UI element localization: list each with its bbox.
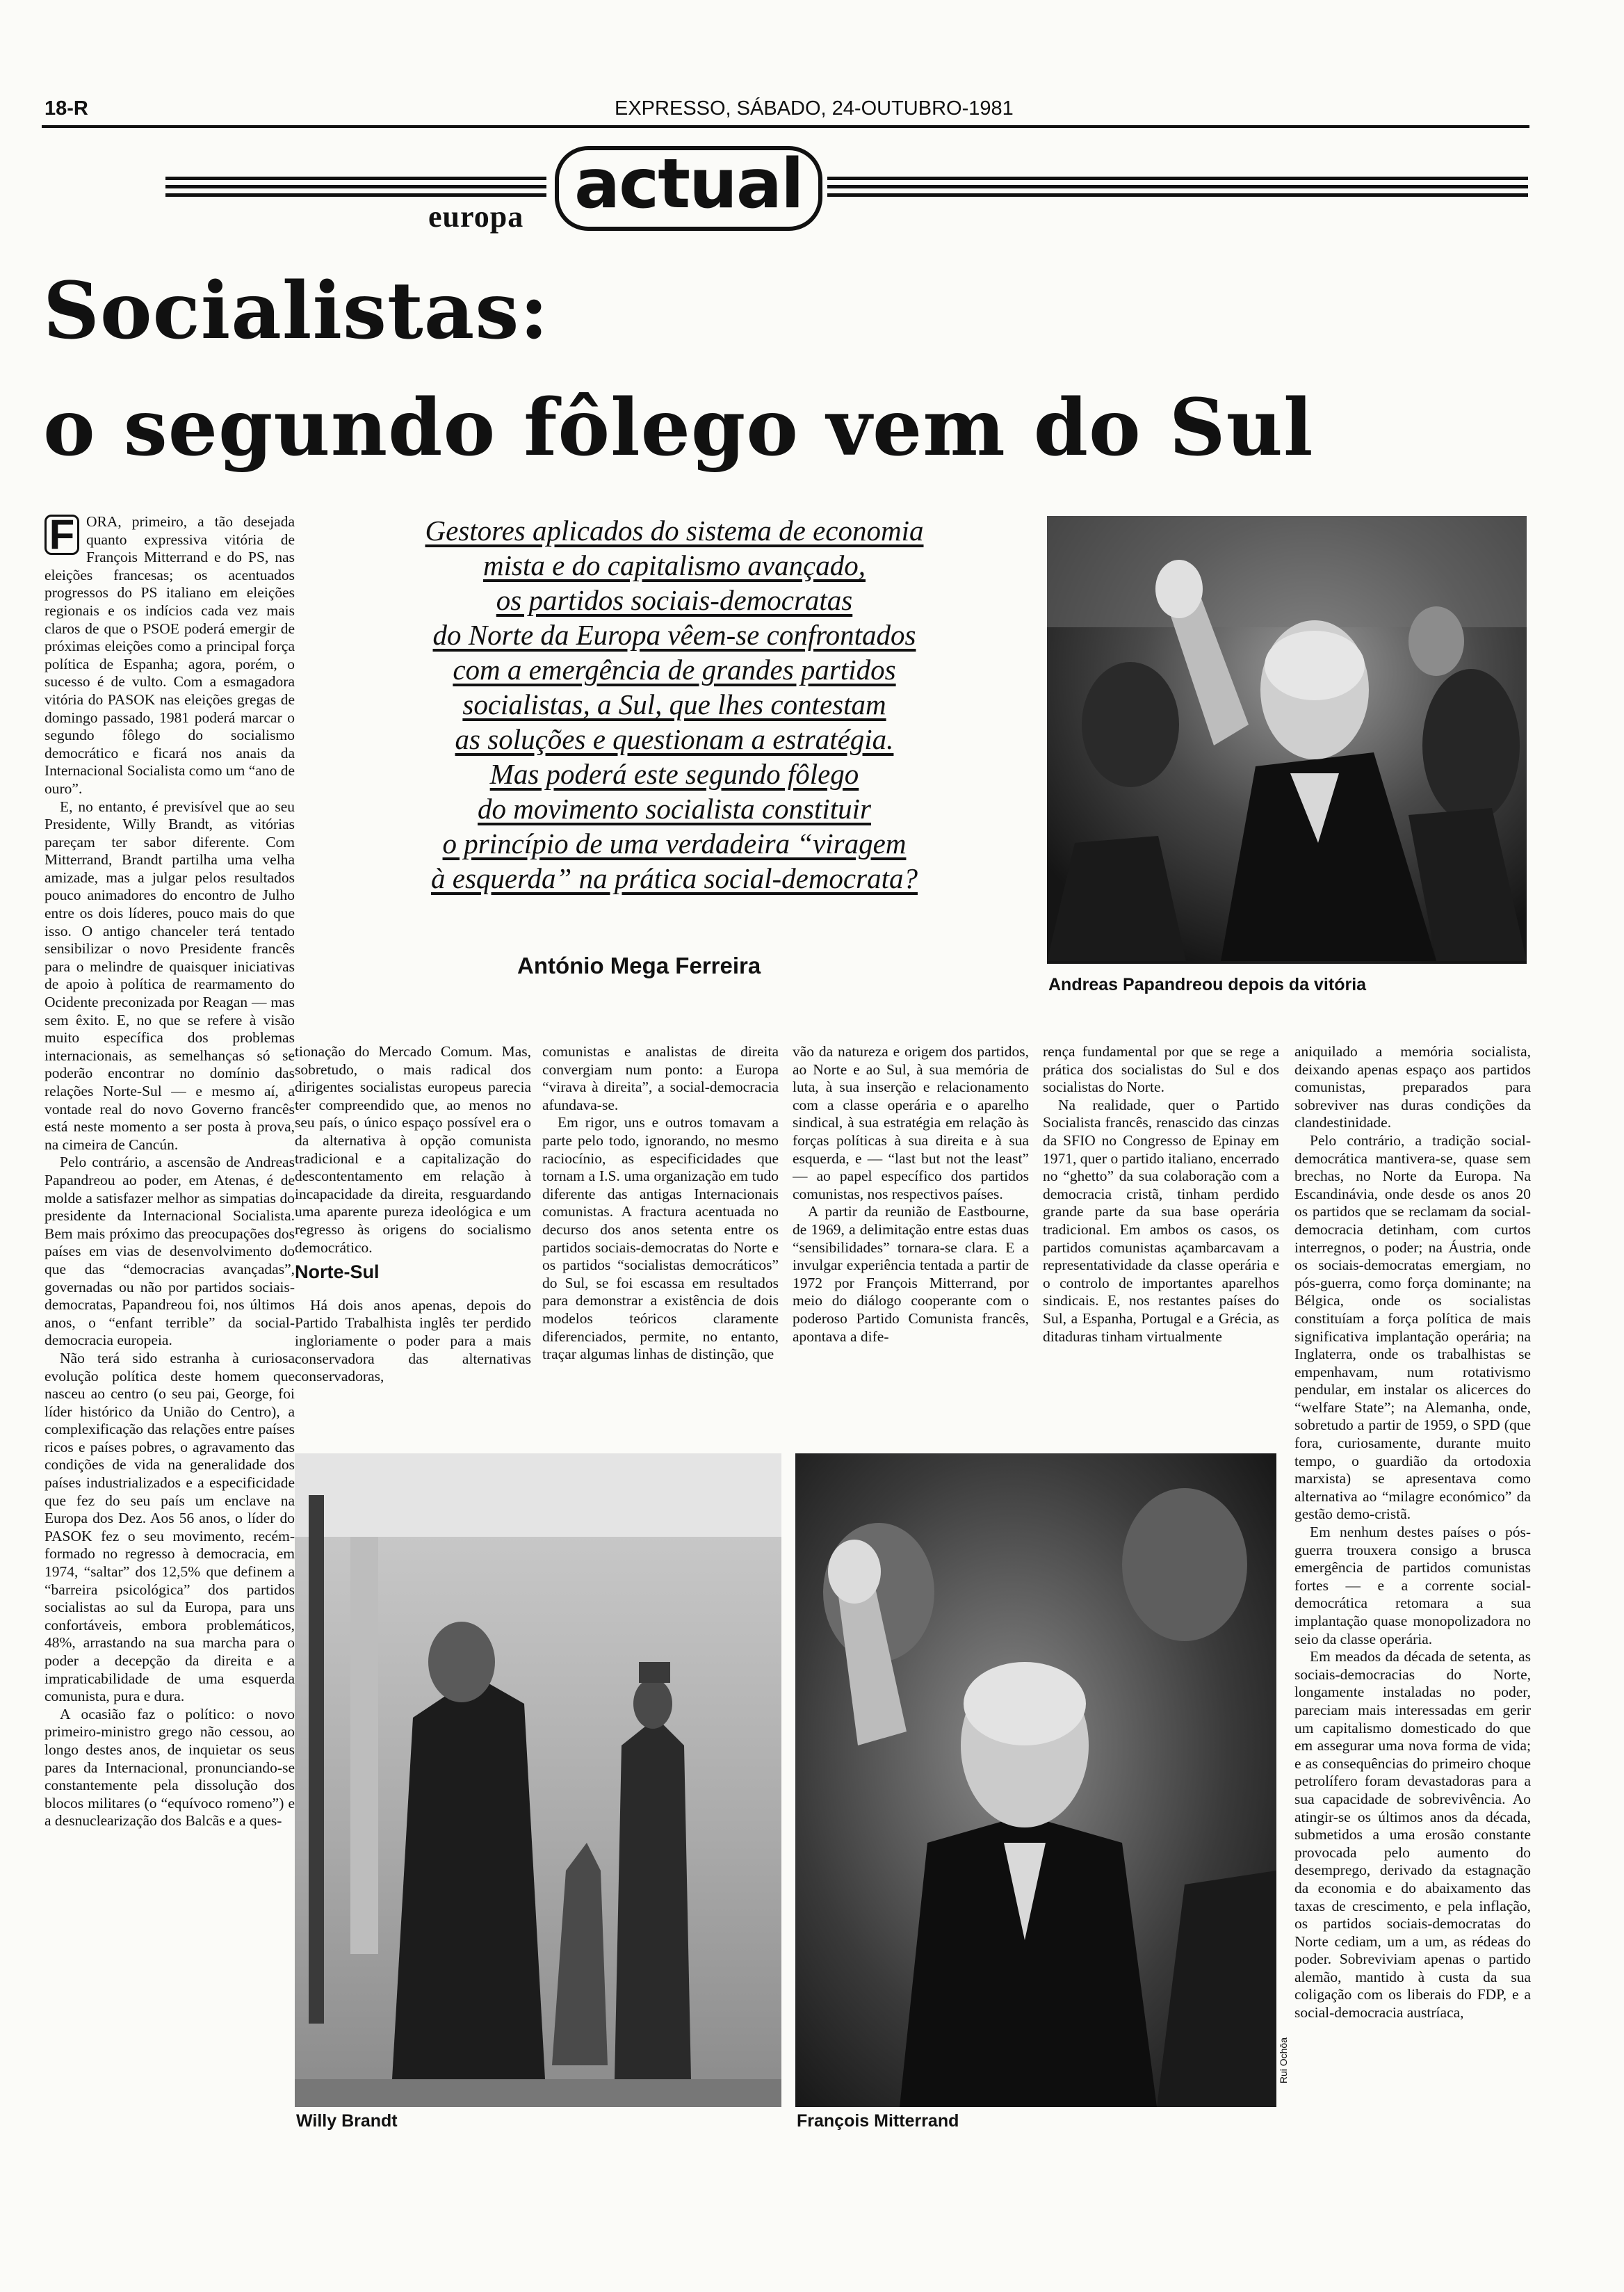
- byline: António Mega Ferreira: [517, 953, 761, 978]
- drop-cap: F: [44, 515, 79, 555]
- lead-line: Mas poderá este segundo fôlego: [489, 758, 859, 790]
- masthead-rule-right-2: [827, 185, 1528, 188]
- masthead-rule-left-1: [165, 177, 546, 180]
- lead-standfirst: [306, 513, 1043, 896]
- lead-line: Gestores aplicados do sistema de economia: [425, 515, 924, 547]
- paragraph: E, no entanto, é previsível que ao seu Presidente, Willy Brandt, as vitórias pareçam ter sabor diferente. Com Mitterrand, Brandt partilha uma velha amizade, mas a julgar pelos resultados pouco animadores do encontro de Julho entre os dois líderes, pouco mais do que isso. O antigo chanceler terá tentado sensibilizar o novo Presidente francês para o melindre de quaisquer iniciativas de apoio à política de rearmamento do Ocidente preconizada por Reagan — mas sem êxito. E, no que se refere à visão muito específica dos problemas internacionais, as semelhanças só se poderão encontrar no domínio das relações Norte-Sul — e mesmo aí, a vontade real do novo Governo francês está neste momento a ser posta à prova, na cimeira de Cancún.: [44, 798, 295, 1153]
- paragraph: tionação do Mercado Comum. Mas, sobretudo, o mais radical dos dirigentes socialistas europeus parecia ter compreendido que, ao menos no seu país, o único espaço possível era o da alternativa à opção comunista tradicional e a capitalização do descontentamento em relação à incapacidade da direita, resguardando uma aparente pureza ideológica e um regresso às origens do socialismo democrático.: [295, 1043, 531, 1256]
- article-column-6: [1294, 1043, 1531, 2267]
- paragraph: Pelo contrário, a ascensão de Andreas Papandreou ao poder, em Atenas, é de molde a satisfazer melhor as simpatias do presidente da Internacional Socialista. Bem mais próximo das preocupações dos países em vias de desenvolvimento do que das “democracias avançadas”, governadas ou não por partidos sociais-democratas, Papandreou foi, nos últimos anos, o “enfant terrible” da social-democracia europeia.: [44, 1154, 295, 1349]
- article-column-2: [295, 1043, 531, 1432]
- photo-brandt: [295, 1453, 781, 2107]
- headline-line-1: Socialistas:: [43, 266, 549, 357]
- article-column-3: [542, 1043, 779, 1432]
- paragraph: Há dois anos apenas, depois do Partido Trabalhista inglês ter perdido ingloriamente o poder para a mais conservadora das alternativas conservadoras,: [295, 1296, 531, 1385]
- article-column-1: [44, 513, 295, 2154]
- photo-papandreou: [1047, 516, 1527, 964]
- paragraph: Na realidade, quer o Partido Socialista francês, renascido das cinzas da SFIO no Congresso de Epinay em 1971, quer o partido italiano, encerrado no “ghetto” da sua colaboração com a democracia cristã, tinham perdido grande parte da sua base operária tradicional. Em ambos os casos, os partidos comunistas açambarcavam a representatividade da classe operária e o controlo de importantes aparelhos sindicais. E, nos restantes países do Sul, a Espanha, Portugal e a Grécia, as ditaduras tinham virtualmente: [1043, 1096, 1279, 1345]
- paragraph: ORA, primeiro, a tão desejada quanto expressiva vitória de François Mitterrand e do PS, nas eleições francesas; os acentuados progressos do PS italiano em eleições regionais e os indícios cada vez mais claros de que o PSOE poderá emergir de próximas eleições como a principal força política de Espanha; agora, porém, o sucesso é de vulto. Com a esmagadora vitória do PASOK nas eleições gregas de domingo passado, 1981 poderá marcar o segundo fôlego do socialismo democrático e ficará nos anais da Internacional Socialista como um “ano de ouro”.: [44, 513, 295, 797]
- photo-mitterrand: [795, 1453, 1276, 2107]
- page-number: 18-R: [44, 97, 88, 120]
- dateline: EXPRESSO, SÁBADO, 24-OUTUBRO-1981: [615, 97, 1014, 120]
- lead-line: os partidos sociais-democratas: [496, 584, 853, 616]
- lead-line: do Norte da Europa vêem-se confrontados: [432, 619, 916, 651]
- paragraph: rença fundamental por que se rege a prática dos socialistas do Sul e dos socialistas do Norte.: [1043, 1043, 1279, 1096]
- header-rule: [42, 125, 1529, 128]
- caption-mitterrand: François Mitterrand: [797, 2111, 959, 2131]
- lead-line: o princípio de uma verdadeira “viragem: [442, 828, 907, 860]
- paragraph: vão da natureza e origem dos partidos, ao Norte e ao Sul, à sua memória de luta, à sua inserção e relacionamento com a classe operária e o aparelho sindical, à sua estratégia em relação às forças políticas à sua direita e à sua esquerda, e — “last but not the least” — ao papel específico dos partidos comunistas, nos respectivos países.: [793, 1043, 1029, 1202]
- brandt-image: [295, 1453, 781, 2107]
- caption-papandreou: Andreas Papandreou depois da vitória: [1048, 975, 1367, 994]
- paragraph: Em meados da década de setenta, as sociais-democracias do Norte, longamente instaladas no poder, pareciam mais interessadas em gerir um capitalismo domesticado do que em assegurar uma nova forma de vida; e as consequências do primeiro choque petrolífero foram devastadoras para a sua capacidade de sobrevivência. Ao atingir-se os últimos anos da década, submetidos a uma erosão constante provocada pelo aumento do desemprego, derivado da estagnação da economia e do abaixamento das taxas de crescimento, e pela inflação, os partidos sociais-democratas do Norte cediam, um a um, as rédeas do poder. Sobreviviam apenas o partido alemão, mantido à custa da sua coligação com os liberais do FDP, e a social-democracia austríaca,: [1294, 1648, 1531, 2021]
- masthead-rule-right-1: [827, 177, 1528, 180]
- subhead-norte-sul: Norte-Sul: [295, 1261, 380, 1283]
- lead-line: com a emergência de grandes partidos: [453, 654, 896, 686]
- masthead-rule-left-2: [165, 185, 546, 188]
- article-column-4: [793, 1043, 1029, 1432]
- lead-line: socialistas, a Sul, que lhes contestam: [462, 688, 886, 720]
- mitterrand-image: [795, 1453, 1276, 2107]
- paragraph: Em nenhum destes países o pós-guerra trouxera consigo a brusca emergência de partidos comunistas fortes — e a corrente social-democrática retomara a sua implantação quase monopolizadora no seio da classe operária.: [1294, 1524, 1531, 1647]
- paragraph: A partir da reunião de Eastbourne, de 1969, a delimitação entre estas duas “sensibilidades” tornara-se clara. E a invulgar experiência tentada a partir de 1972 por François Mitterrand, por meio do diálogo cooperante com o poderoso Partido Comunista francês, apontava a dife-: [793, 1203, 1029, 1345]
- photo-credit: Rui Ochôa: [1278, 2037, 1289, 2084]
- paragraph: comunistas e analistas de direita convergiam num ponto: a Europa “virava à direita”, a social-democracia afundava-se.: [542, 1043, 779, 1113]
- headline-line-2: o segundo fôlego vem do Sul: [43, 382, 1314, 474]
- article-column-5: [1043, 1043, 1279, 1432]
- paragraph: Pelo contrário, a tradição social-democrática mantivera-se, quase sem brechas, no Norte da Europa. Na Escandinávia, onde desde os anos 20 os partidos que se reclamam da social-democracia detinham, com curtos interregnos, o poder; na Áustria, onde os sociais-democratas emergiam, no pós-guerra, como força dominante; na Bélgica, onde os socialistas constituíam a força política de mais significativa implantação operária; na Inglaterra, onde os trabalhistas se empenhavam, num rotativismo pendular, em instalar os alicerces do “welfare State”; na Alemanha, onde, sobretudo a partir de 1959, o SPD (que fora, curiosamente, durante muito tempo, o guardião da ortodoxia marxista) se apresentava como alternativa ao “milagre económico” da gestão demo-cristã.: [1294, 1131, 1531, 1523]
- section-label: europa: [428, 200, 524, 234]
- lead-line: à esquerda” na prática social-democrata?: [431, 862, 918, 894]
- paragraph: Em rigor, uns e outros tomavam a parte pelo todo, ignorando, no mesmo raciocínio, as especificidades que tornam a I.S. uma organização em tudo diferente das antigas Internacionais comunistas. A fractura acentuada no decurso dos anos setenta entre os partidos sociais-democratas do Norte e os partidos “socialistas democráticos” do Sul, se foi escassa em resultados para demonstrar a existência de dois modelos teóricos claramente diferenciados, permite, no entanto, traçar algumas linhas de distinção, que: [542, 1114, 779, 1363]
- masthead-rule-right-3: [827, 193, 1528, 197]
- caption-brandt: Willy Brandt: [296, 2111, 398, 2131]
- papandreou-image: [1047, 516, 1527, 964]
- paragraph: aniquilado a memória socialista, deixando apenas espaço aos partidos comunistas, preparados para sobreviver nas duras condições da clandestinidade.: [1294, 1043, 1531, 1131]
- section-logo: actual: [555, 146, 822, 231]
- paragraph: Não terá sido estranha à curiosa evolução política deste homem que nasceu ao centro (o seu pai, George, foi líder histórico da União do Centro), a complexificação das relações entre países ricos e países pobres, o agravamento das condições de vida na generalidade dos países industrializados e a especificidade que fez do seu país um enclave na Europa dos Dez. Aos 56 anos, o líder do PASOK fez o seu movimento, recém-formado no regresso à democracia, em 1974, “saltar” dos 12,5% que definem a “barreira psicológica” dos partidos socialistas ao sul da Europa, para uns confortáveis, embora problemáticos, 48%, arrastando na sua marcha para o poder a decepção da direita e a impraticabilidade de uma esquerda comunista, pura e dura.: [44, 1349, 295, 1705]
- lead-line: do movimento socialista constituir: [478, 793, 871, 825]
- masthead-rule-left-3: [165, 193, 546, 197]
- lead-line: as soluções e questionam a estratégia.: [455, 723, 894, 755]
- lead-line: mista e do capitalismo avançado,: [482, 549, 866, 581]
- paragraph: A ocasião faz o político: o novo primeiro-ministro grego não cessou, ao longo destes anos, de inquietar os seus pares da Internacional, pronunciando-se constantemente pela dissolução dos blocos militares (o “equívoco romeno”) e a desnuclearização dos Balcãs e a ques-: [44, 1705, 295, 1830]
